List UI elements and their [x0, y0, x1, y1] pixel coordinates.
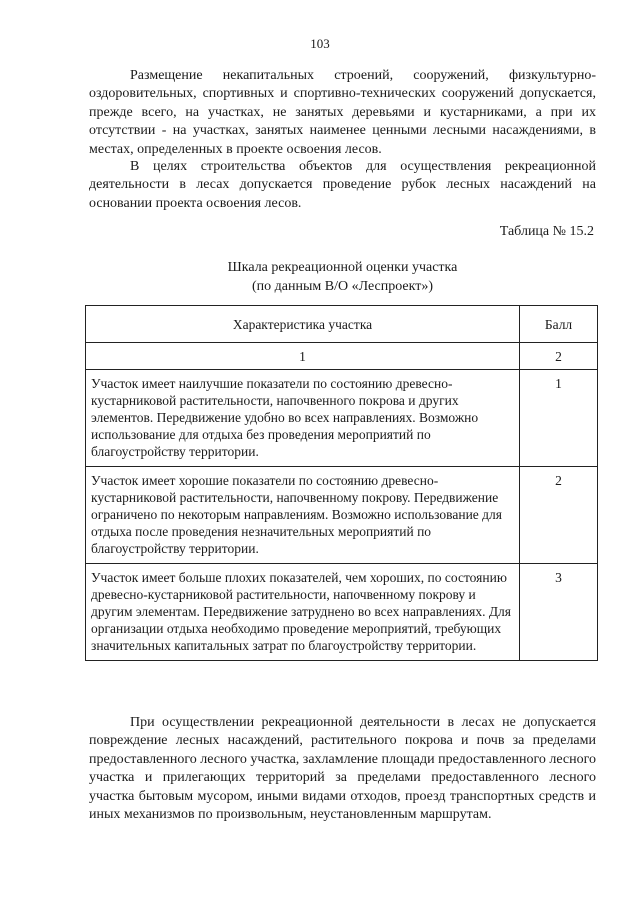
- column-number-2: 2: [520, 343, 598, 370]
- paragraph-text: Размещение некапитальных строений, сооружений, физкультурно-оздоровительных, спортивных и спортивно-технических сооружений допускается, прежде всего, на участках, не занятых деревьями и кустарниками, а при их отсутствии - на участках, занятых наименее ценными лесными насаждениями, в местах, определенных в проекте освоения лесов.: [89, 68, 596, 157]
- table-row: [86, 564, 598, 661]
- paragraph-placement: [89, 67, 596, 159]
- row-description: Участок имеет наилучшие показатели по состоянию древесно-кустарниковой растительности, напочвенного покрова и других элементов. Передвижение удобно во всех направлениях. Возможно использование для отдыха без проведения мероприятий по благоустройству территории.: [86, 370, 520, 467]
- row-score: 1: [520, 370, 598, 467]
- column-number-1: 1: [86, 343, 520, 370]
- paragraph-text: При осуществлении рекреационной деятельности в лесах не допускается повреждение лесных насаждений, растительного покрова и почв за пределами предоставленного лесного участка, захламление площади предоставленного лесного участка и прилегающих территорий за пределами предоставленного лесного участка бытовым мусором, иными видами отходов, проезд транспортных средств и иных механизмов по произвольным, неустановленным маршрутам.: [89, 715, 596, 823]
- page-number: 103: [310, 36, 330, 51]
- column-number-row: [86, 343, 598, 370]
- caption-title: Шкала рекреационной оценки участка: [227, 260, 458, 275]
- table-row: [86, 467, 598, 564]
- table-number: Таблица № 15.2: [499, 224, 594, 239]
- paragraph-felling: [89, 158, 596, 213]
- table-header-row: [86, 306, 598, 343]
- table-caption: [89, 258, 596, 296]
- paragraph-prohibitions: [89, 714, 596, 824]
- recreation-scale-table: [85, 305, 598, 661]
- row-score: 2: [520, 467, 598, 564]
- header-characteristic: Характеристика участка: [86, 306, 520, 343]
- table-row: [86, 370, 598, 467]
- row-description: Участок имеет больше плохих показателей, чем хороших, по состоянию древесно-кустарниковой растительности, напочвенному покрову и другим элементам. Передвижение затруднено во всех направлениях. Для организации отдыха необходимо проведение мероприятий, требующих значительных капитальных затрат по благоустройству территории.: [86, 564, 520, 661]
- caption-source: (по данным В/О «Леспроект»): [251, 279, 434, 294]
- row-score: 3: [520, 564, 598, 661]
- row-description: Участок имеет хорошие показатели по состоянию древесно-кустарниковой растительности, напочвенному покрову. Передвижение ограничено по некоторым направлениям. Возможно использование для отдыха после проведения незначительных мероприятий по благоустройству территории.: [86, 467, 520, 564]
- paragraph-text: В целях строительства объектов для осуществления рекреационной деятельности в лесах допускается проведение рубок лесных насаждений на основании проекта освоения лесов.: [89, 159, 596, 211]
- header-score: Балл: [520, 306, 598, 343]
